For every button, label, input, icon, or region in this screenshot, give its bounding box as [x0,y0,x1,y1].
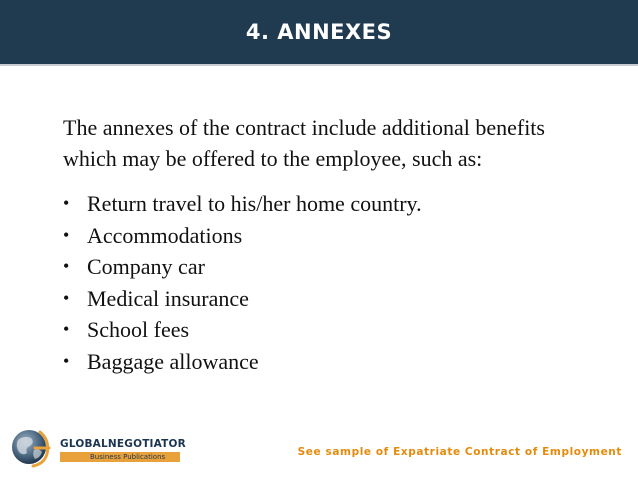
global-negotiator-logo[interactable] [9,426,209,468]
slide-title: 4. ANNEXES [245,20,393,44]
list-item: • Accommodations [63,220,422,252]
list-item: • Medical insurance [63,283,422,315]
logo-subtitle: Business Publications [60,452,180,462]
globe-logo-icon [9,426,53,468]
slide-header [0,0,638,66]
logo-word-global: GLOBAL [60,438,108,450]
logo-wordmark [60,438,186,450]
intro-line-2: which may be offered to the employee, such as: [63,146,483,171]
logo-word-negotiator: NEGOTIATOR [107,438,186,450]
list-item: • Baggage allowance [63,346,422,378]
list-item: • Company car [63,251,422,283]
list-item: • School fees [63,314,422,346]
intro-text [63,112,623,174]
list-item: • Return travel to his/her home country. [63,188,422,220]
intro-line-1: The annexes of the contract include additional benefits [63,115,545,140]
benefits-list [63,188,422,378]
sample-contract-link[interactable]: See sample of Expatriate Contract of Employment [297,446,622,458]
